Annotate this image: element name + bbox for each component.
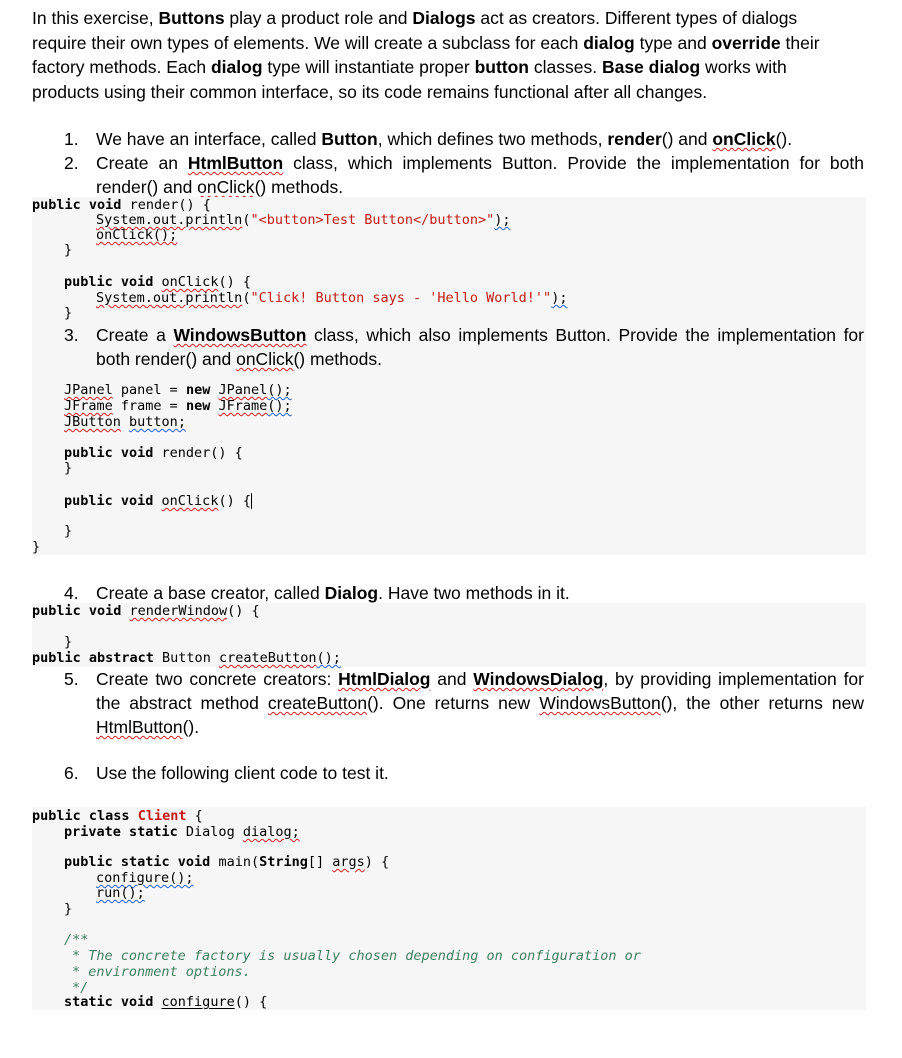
code-line: public void renderWindow() { (32, 603, 260, 619)
code-line: public void onClick() { (64, 493, 260, 509)
list-number: 2. (64, 153, 79, 173)
list-text: We have an interface, called Button, which defines two methods, render() and onClick(). (96, 129, 793, 149)
code-line: } (64, 523, 73, 539)
code-line: System.out.println("<button>Test Button</button>"); (96, 212, 511, 228)
intro-text: classes. (529, 57, 602, 77)
code-line: run(); (96, 885, 145, 901)
intro-text: type will instantiate proper (262, 57, 475, 77)
list-text: Create an HtmlButton class, which implements Button. Provide the implementation for both render() and onClick() methods. (96, 153, 864, 197)
intro-text: works with products using their common interface, so its code remains functional after all changes. (32, 57, 787, 102)
code-line: JPanel panel = new JPanel(); (64, 382, 292, 398)
code-comment: * environment options. (72, 964, 251, 980)
code-line: } (64, 460, 73, 476)
intro-text: their factory methods. Each (32, 32, 820, 77)
code-line: public void onClick() { (64, 274, 251, 290)
list-text: Create a base creator, called Dialog. Have two methods in it. (96, 583, 570, 603)
code-comment: */ (72, 980, 89, 996)
list-number: 3. (64, 325, 79, 345)
code-line: public static void main(String[] args) { (64, 854, 390, 870)
code-line: public class Client { (32, 808, 203, 824)
list-number: 5. (64, 669, 79, 689)
list-number: 1. (64, 129, 79, 149)
code-line: JFrame frame = new JFrame(); (64, 398, 292, 414)
intro-bold: button (474, 57, 529, 77)
code-line: private static Dialog dialog; (64, 824, 300, 840)
code-line: } (64, 305, 73, 321)
intro-text: play a product role and (224, 8, 413, 28)
intro-bold: Dialogs (412, 8, 476, 28)
code-line: } (32, 539, 41, 555)
list-number: 6. (64, 763, 79, 783)
code-line: } (64, 242, 73, 258)
intro-bold: dialog (210, 57, 263, 77)
code-line: public abstract Button createButton(); (32, 650, 341, 666)
code-line: public void render() { (32, 197, 211, 213)
code-line: public void render() { (64, 445, 243, 461)
list-text: Use the following client code to test it. (96, 763, 389, 783)
intro-text: type and (634, 32, 712, 53)
code-line: static void configure() { (64, 994, 268, 1010)
code-line: onClick(); (96, 227, 178, 243)
code-line: } (64, 634, 73, 650)
code-comment: * The concrete factory is usually chosen depending on configuration or (72, 948, 641, 964)
intro-bold: Buttons (158, 8, 225, 28)
code-line: JButton button; (64, 414, 186, 430)
intro-text: act as creators. Different types of dialogs require their own types of elements. We will create a subclass for each (32, 8, 798, 53)
text-cursor (251, 493, 260, 509)
code-line: System.out.println("Click! Button says - 'Hello World!'"); (96, 290, 568, 306)
code-comment: /** (64, 932, 89, 948)
code-line: } (64, 901, 73, 917)
code-line: configure(); (96, 870, 194, 886)
intro-paragraph (32, 6, 852, 104)
list-text: Create a WindowsButton class, which also implements Button. Provide the implementation for both render() and onClick() methods. (96, 325, 864, 369)
list-number: 4. (64, 583, 79, 603)
intro-bold: Base dialog (601, 57, 701, 77)
intro-text: In this exercise, (32, 8, 159, 28)
list-text: Create two concrete creators: HtmlDialog and WindowsDialog, by providing implementation for the abstract method createButton(). One returns new WindowsButton(), the other returns new HtmlButton(). (96, 669, 864, 737)
intro-bold: override (711, 32, 781, 53)
intro-bold: dialog (583, 32, 635, 53)
